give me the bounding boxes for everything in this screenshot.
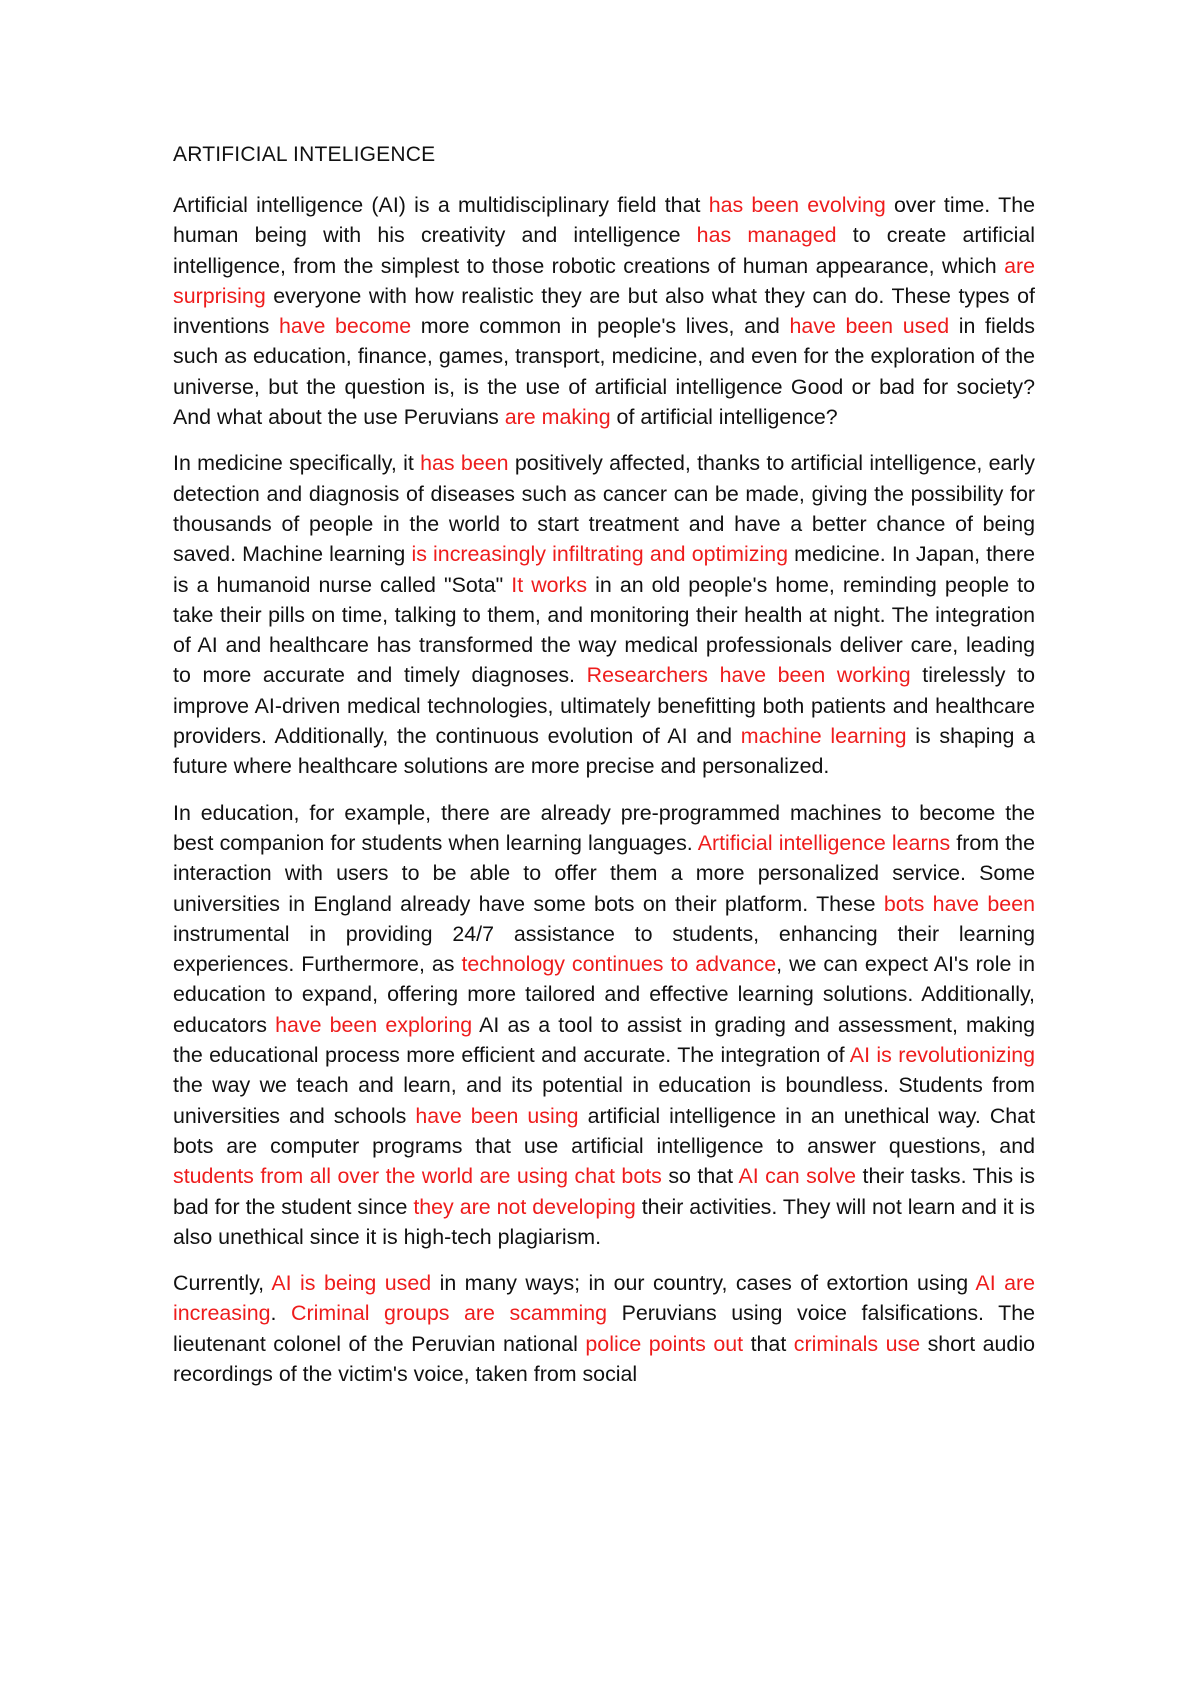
text-segment: their activities. They will not learn and it is also unethical since it is high-tech plagiarism. — [173, 1194, 1036, 1249]
highlighted-text: AI is revolutionizing — [849, 1043, 1035, 1068]
highlighted-text: have become — [278, 314, 412, 339]
paragraph-4 — [173, 1268, 1035, 1389]
paragraph-1 — [173, 190, 1035, 432]
highlighted-text: It works — [511, 572, 588, 597]
text-segment: Peruvians using voice falsifications. The lieutenant colonel of the Peruvian national — [173, 1301, 1036, 1356]
highlighted-text: technology continues to advance — [461, 952, 777, 977]
text-segment: short audio recordings of the victim's voice, taken from social — [173, 1331, 1035, 1386]
text-segment: In education, for example, there are already pre-programmed machines to become the best companion for students when learning languages. — [173, 800, 1035, 855]
highlighted-text: has been — [420, 451, 509, 476]
text-segment: Artificial intelligence (AI) is a multidisciplinary field that — [173, 193, 709, 217]
highlighted-text: AI are increasing — [173, 1271, 1035, 1326]
text-segment: , we can expect AI's role in education to expand, offering more tailored and effective learning solutions. Additionally, educators — [173, 952, 1035, 1037]
text-segment: from the interaction with users to be able to offer them a more personalized service. Some universities in England already have some bots on their platform. These — [173, 830, 1035, 916]
text-segment: over time. The human being with his creativity and intelligence — [173, 193, 1035, 248]
document-body — [173, 190, 1035, 1389]
highlighted-text: they are not developing — [413, 1194, 636, 1219]
highlighted-text: machine learning — [740, 724, 907, 749]
highlighted-text: have been exploring — [275, 1012, 473, 1037]
document-page — [173, 140, 1035, 1405]
highlighted-text: Artificial intelligence learns — [697, 830, 951, 855]
highlighted-text: are making — [504, 405, 611, 430]
text-segment: everyone with how realistic they are but also what they can do. These types of inventions — [173, 283, 1035, 339]
text-segment: tirelessly to improve AI-driven medical technologies, ultimately benefitting both patients and healthcare providers. Additionally, the continuous evolution of AI and — [173, 663, 1035, 749]
text-segment: . — [270, 1301, 292, 1326]
text-segment: artificial intelligence in an unethical way. Chat bots are computer programs that use artificial intelligence to answer questions, and — [173, 1103, 1036, 1158]
highlighted-text: police points out — [585, 1331, 744, 1356]
text-segment: that — [743, 1331, 794, 1356]
text-segment: the way we teach and learn, and its potential in education is boundless. Students from universities and schools — [173, 1073, 1035, 1128]
paragraph-3 — [173, 798, 1035, 1252]
highlighted-text: are surprising — [173, 253, 1035, 308]
highlighted-text: has managed — [696, 223, 837, 248]
text-segment: AI as a tool to assist in grading and assessment, making the educational process more efficient and accurate. The integration of — [173, 1012, 1036, 1068]
highlighted-text: AI can solve — [738, 1164, 857, 1189]
text-segment: positively affected, thanks to artificial intelligence, early detection and diagnosis of diseases such as cancer can be made, giving the possibility for thousands of people in the world to start treatment and have a better chance of being saved. Machine learning — [173, 451, 1035, 567]
highlighted-text: criminals use — [793, 1331, 921, 1356]
paragraph-2 — [173, 448, 1035, 781]
text-segment: in fields such as education, finance, games, transport, medicine, and even for the exploration of the universe, but the question is, is the use of artificial intelligence Good or bad for society? And what about the use Peruvians — [173, 314, 1035, 430]
text-segment: more common in people's lives, and — [411, 314, 790, 339]
text-segment: is shaping a future where healthcare solutions are more precise and personalized. — [173, 724, 1035, 779]
highlighted-text: AI is being used — [271, 1271, 432, 1296]
highlighted-text: bots have been — [883, 891, 1035, 916]
highlighted-text: is increasingly infiltrating and optimizing — [411, 542, 788, 567]
text-segment: in many ways; in our country, cases of extortion using — [431, 1271, 976, 1296]
text-segment: to create artificial intelligence, from the simplest to those robotic creations of human appearance, which — [173, 223, 1035, 278]
highlighted-text: Researchers have been working — [586, 663, 911, 688]
document-title: ARTIFICIAL INTELIGENCE — [173, 143, 436, 166]
highlighted-text: has been evolving — [708, 193, 886, 217]
highlighted-text: have been using — [415, 1103, 579, 1128]
text-segment: medicine. In Japan, there is a humanoid nurse called "Sota" — [173, 542, 1035, 597]
text-segment: instrumental in providing 24/7 assistance to students, enhancing their learning experiences. Furthermore, as — [173, 921, 1035, 977]
highlighted-text: have been used — [789, 314, 950, 339]
text-segment: in an old people's home, reminding people to take their pills on time, talking to them, and monitoring their health at night. The integration of AI and healthcare has transformed the way medical professionals deliver care, leading to more accurate and timely diagnoses. — [173, 572, 1036, 688]
text-segment: Currently, — [173, 1271, 272, 1296]
text-segment: In medicine specifically, it — [173, 451, 421, 476]
highlighted-text: students from all over the world are using chat bots — [173, 1164, 662, 1189]
text-segment: so that — [661, 1164, 739, 1189]
text-segment: of artificial intelligence? — [610, 405, 838, 430]
text-segment: their tasks. This is bad for the student since — [173, 1164, 1035, 1219]
highlighted-text: Criminal groups are scamming — [291, 1301, 608, 1326]
